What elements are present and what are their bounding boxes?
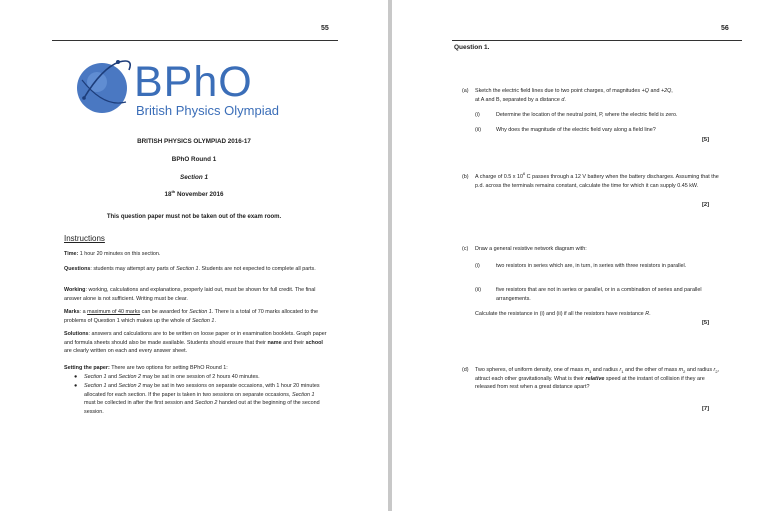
section-title: Section 1 (180, 174, 208, 181)
part-b-marks: [2] (702, 202, 710, 208)
marks-instruction: Marks: a maximum of 40 marks can be awarded for Section 1. There is a total of 70 marks allocated to the problems of Question 1 which makes up the whole of Section 1. (64, 309, 319, 324)
setting-instruction: Setting the paper: There are two options for setting BPhO Round 1: (64, 365, 228, 371)
bullet-2-icon: ● (74, 383, 78, 389)
part-a-label: (a) (462, 88, 469, 94)
questions-instruction: Questions: students may attempt any parts of Section 1. Students are not expected to complete all parts. (64, 266, 316, 272)
part-d-text: Two spheres, of uniform density, one of mass $m_1$ and radius $r_1$ and the other of mass $m_2$ and radius $r_2$, attract each other gravitationally. What is their relative speed at the instant of collision if they are released from rest when a great distance apart? (475, 367, 720, 391)
part-a-i-text: Determine the location of the neutral point, P, where the electric field is zero. (496, 112, 678, 118)
bullet-1-icon: ● (74, 374, 78, 380)
paper-heading: BRITISH PHYSICS OLYMPIAD 2016-17 (137, 138, 251, 145)
round-title: BPhO Round 1 (171, 156, 217, 163)
exam-date: 18th November 2016 (164, 188, 224, 198)
part-a-marks: [5] (702, 137, 710, 143)
setting-option-1: Section 1 and Section 2 may be sat in one session of 2 hours 40 minutes. (84, 374, 260, 380)
logo-title: BPhO (134, 58, 253, 106)
page-number: 55 (321, 25, 329, 32)
part-c-calculation: Calculate the resistance in (i) and (ii) if all the resistors have resistance R. (475, 311, 651, 317)
header-rule (452, 40, 742, 41)
part-c-i-label: (i) (475, 263, 480, 269)
part-d-label: (d) (462, 367, 469, 373)
part-c-i-text: two resistors in series which are, in turn, in series with three resistors in parallel. (496, 263, 687, 269)
setting-option-2: Section 1 and Section 2 may be sat in two sessions on separate occasions, with 1 hour 20 minutes allocated for each section. If the paper is taken in two sessions on separate occasions, Section 1 must be collected in after the first session and Section 2 handed out at the beginning of the second session. (84, 383, 320, 415)
part-c-ii-text: five resistors that are not in series or parallel, or in a combination of series and parallel arrangements. (496, 287, 702, 302)
part-d-marks: [7] (702, 406, 710, 412)
left-page (0, 0, 388, 511)
working-instruction: Working: working, calculations and explanations, properly laid out, must be shown for full credit. The final answer alone is not sufficient. Writing must be clear. (64, 287, 316, 302)
part-c-text: Draw a general resistive network diagram with: (475, 246, 587, 252)
page-number: 56 (721, 25, 729, 32)
solutions-instruction: Solutions: answers and calculations are to be written on loose paper or in examination booklets. Graph paper and formula sheets should also be made available. Students should ensure that their name and their school are clearly written on each and every answer sheet. (64, 331, 327, 355)
part-a-text: Sketch the electric field lines due to two point charges, of magnitudes +Q and +2Q, at A and B, separated by a distance d. (475, 88, 673, 103)
exam-room-warning: This question paper must not be taken out of the exam room. (106, 214, 282, 220)
part-c-label: (c) (462, 246, 469, 252)
right-page (392, 0, 784, 511)
part-c-ii-label: (ii) (475, 287, 481, 293)
part-b-text: A charge of 0.5 x $10^6$ C passes through a 12 V battery when the battery discharges. Assuming that the p.d. across the terminals remains constant, calculate the time for which it can supply 0.45 kW. (475, 171, 719, 189)
part-b-label: (b) (462, 174, 469, 180)
time-instruction: Time: 1 hour 20 minutes on this section. (64, 251, 161, 257)
part-a-ii-label: (ii) (475, 127, 481, 133)
part-a-ii-text: Why does the magnitude of the electric field vary along a field line? (496, 127, 656, 133)
question-title: Question 1. (454, 44, 490, 51)
part-a-i-label: (i) (475, 112, 480, 118)
part-c-marks: [5] (702, 320, 710, 326)
logo-subtitle: British Physics Olympiad (136, 103, 280, 118)
header-rule (52, 40, 338, 41)
instructions-title: Instructions (64, 234, 105, 243)
